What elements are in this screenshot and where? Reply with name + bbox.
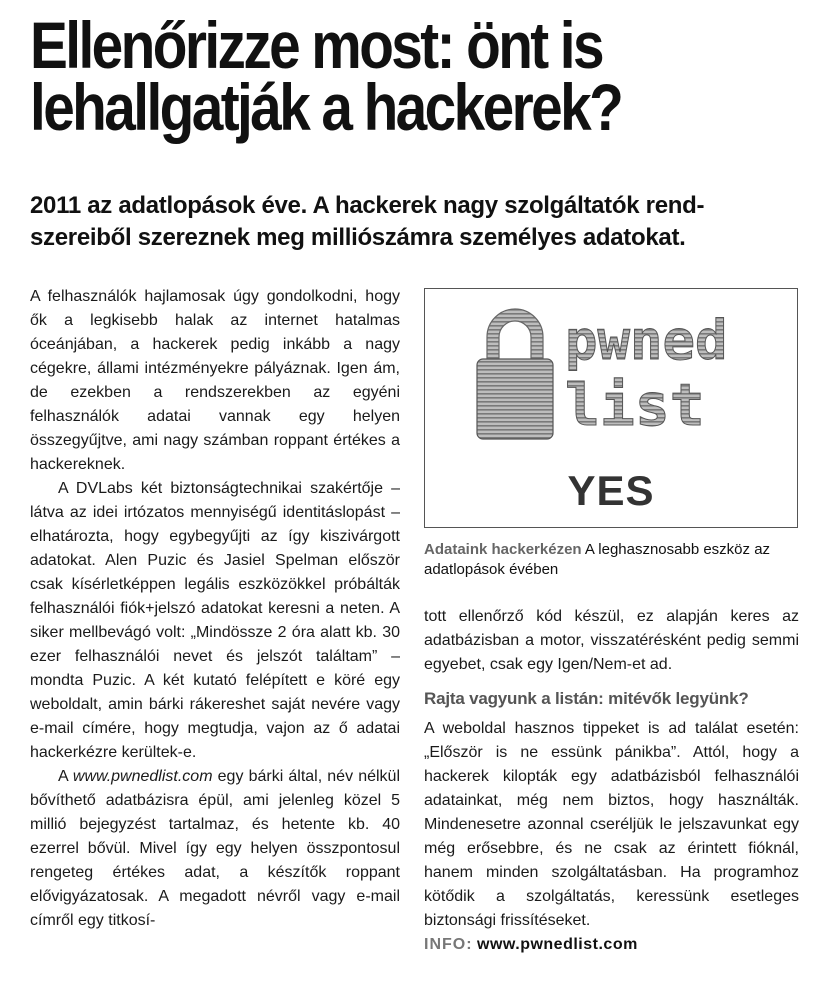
article-paragraph-1: A felhasználók hajlamosak úgy gondolkodni, hogy ők a legkisebb halak az internet hatalmas óceánjában, a hackerek pedig inkább a nagy cégekre, állami intézményekre pályáznak. Igen ám, de ezekben a rendszerekben az egyéni felhasználók adatai vannak egy helyen összegyűjtve, ami nagy számban roppant értékes a hackereknek. [30,288,400,473]
figure-caption [424,540,804,580]
lead-paragraph [30,190,810,254]
article-paragraph-2: A DVLabs két biztonságtechnikai szakértője – látva az idei irtózatos mennyiségű identitáslopást – elhatározta, hogy egybegyűjti az így kiszivárgott adatokat. Alen Puzic és Jasiel Spelman először csak kísérletképpen legális eszközökkel próbálták felhasználói fiók+jelszó adatokat keresni a neten. A siker mellbevágó volt: „Mindössze 2 óra alatt kb. 30 ezer felhasználói nevet és jelszót találtam” – mondta Puzic. A két kutató felépített e köré egy weboldalt, amin bárki rákereshet saját nevére vagy e-mail címére, hogy megtudja, vajon az ő adatai hackerkézre kerültek-e. [30,480,400,761]
section-subheading: Rajta vagyunk a listán: mitévők legyünk? [424,689,749,708]
info-url: www.pwnedlist.com [477,936,638,953]
article-paragraph-3 [30,765,400,933]
lead-line-1: 2011 az adatlopások éve. A hackerek nagy szolgáltatók rend- [30,192,705,219]
paragraph-3-body: egy bárki által, név nélkül bővíthető adatbázisra épül, ami jelenleg közel 5 millió bejegyzést tartalmaz, és hetente kb. 40 ezerrel bővül. Mivel így egy helyen összpontosul rengeteg értékes adat, a készítők roppant elővigyázatosak. A megadott névről vagy e-mail címről egy titkosí- [30,768,401,929]
article-column-left [30,285,400,933]
result-yes: YES [567,467,655,514]
caption-text: A leghasznosabb eszköz az adatlopások évében [424,541,771,578]
info-label: INFO: [424,936,473,953]
pwnedlist-link-inline: www.pwnedlist.com [72,768,213,785]
caption-title: Adataink hackerkézen [424,541,582,558]
pwnedlist-figure [424,288,798,528]
padlock-icon [477,309,553,439]
pwnedlist-logo [465,297,765,457]
article-paragraph-5: A weboldal hasznos tippeket is ad találat esetén: „Először is ne essünk pánikba”. Attól, hogy a hackerek kilopták egy adatbázisból felhasználói adatainkat, még nem biztos, hogy használták. Mindenesetre azonnal cseréljük le jelszavunkat egy még erősebbre, és ne csak az érintett fióknál, hanem minden szolgáltatásban. Ha programhoz kötődik a szolgáltatás, keressünk esetleges biztonsági frissítéseket. [424,720,799,929]
article-paragraph-4: tott ellenőrző kód készül, ez alapján keres az adatbázisban a motor, visszatérésként pedig semmi egyebet, csak egy Igen/Nem-et ad. [424,608,799,673]
logo-word-pwned: pwned [565,309,728,372]
paragraph-3-intro: A [58,768,73,785]
headline-line-2: lehallgatják a hackerek? [30,70,622,144]
headline [30,8,709,144]
lead-line-2: szereiből szereznek meg milliószámra személyes adatokat. [30,224,686,251]
logo-word-list: list [565,371,705,439]
headline-line-1: Ellenőrizze most: önt is [30,8,602,82]
article-column-right [424,605,799,957]
info-line [424,933,799,957]
